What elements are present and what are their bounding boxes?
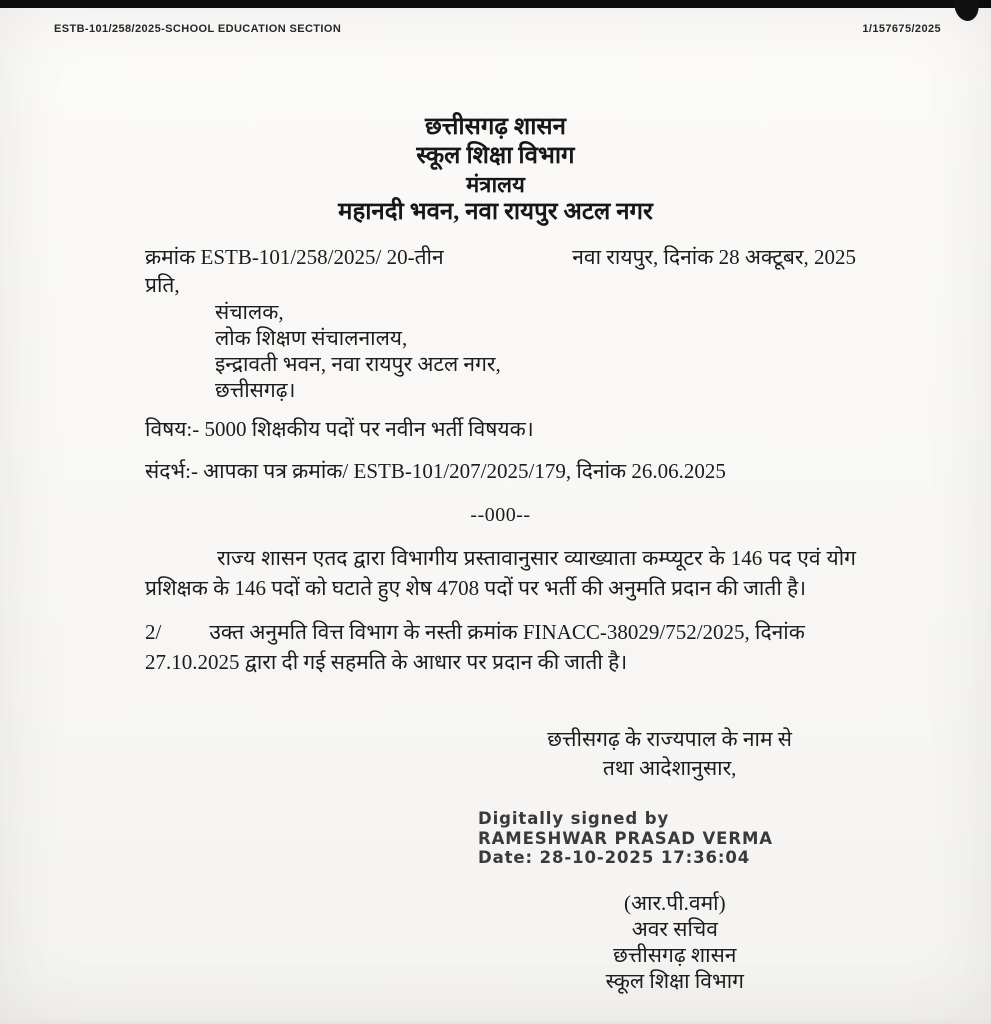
letterhead-department: स्कूल शिक्षा विभाग bbox=[416, 143, 575, 169]
place-and-date: नवा रायपुर, दिनांक 28 अक्टूबर, 2025 bbox=[572, 245, 856, 269]
letterhead-ministry: मंत्रालय bbox=[466, 172, 525, 197]
letter-body bbox=[0, 243, 991, 994]
body-paragraph-1: राज्य शासन एतद द्वारा विभागीय प्रस्तावानुसार व्याख्याता कम्प्यूटर के 146 पद एवं योग प्रशिक्षक के 146 पदों को घटाते हुए शेष 4708 पदों पर भर्ती की अनुमति प्रदान की जाती है। bbox=[145, 546, 856, 600]
separator: --000-- bbox=[470, 504, 531, 526]
file-number-right: 1/157675/2025 bbox=[862, 23, 941, 35]
addressee-line: संचालक, bbox=[215, 300, 284, 324]
signatory-org-2: स्कूल शिक्षा विभाग bbox=[605, 968, 744, 993]
letterhead-government: छत्तीसगढ़ शासन bbox=[425, 114, 566, 140]
body-paragraph-2-text: उक्त अनुमति वित्त विभाग के नस्ती क्रमांक FINACC-38029/752/2025, दिनांक 27.10.2025 द्वारा दी गई सहमति के आधार पर प्रदान की जाती है। bbox=[145, 620, 805, 674]
signatory-designation: अवर सचिव bbox=[631, 916, 718, 941]
reference-line: संदर्भ:- आपका पत्र क्रमांक/ ESTB-101/207/2025/179, दिनांक 26.06.2025 bbox=[145, 459, 726, 483]
file-header bbox=[0, 8, 991, 35]
addressee-line: छत्तीसगढ़। bbox=[215, 378, 296, 402]
salutation: प्रति, bbox=[145, 273, 180, 297]
signatory-name: (आर.पी.वर्मा) bbox=[624, 890, 726, 915]
digital-signature-line-1: Digitally signed by bbox=[478, 809, 670, 828]
closing-line-1: छत्तीसगढ़ के राज्यपाल के नाम से bbox=[547, 727, 792, 751]
reference-row bbox=[145, 243, 856, 271]
signatory-org-1: छत्तीसगढ़ शासन bbox=[613, 942, 737, 967]
letter-number: क्रमांक ESTB-101/258/2025/ 20-तीन bbox=[145, 245, 444, 269]
digital-signature-line-2: RAMESHWAR PRASAD VERMA bbox=[478, 828, 773, 848]
signatory-block bbox=[606, 890, 744, 994]
digital-signature-line-3: Date: 28-10-2025 17:36:04 bbox=[478, 848, 751, 867]
addressee-line: लोक शिक्षण संचालनालय, bbox=[215, 326, 408, 350]
body-paragraph-2 bbox=[145, 617, 856, 677]
letterhead bbox=[0, 113, 991, 226]
paragraph-number: 2/ bbox=[145, 620, 162, 644]
digital-signature-block bbox=[478, 809, 773, 868]
scan-top-edge bbox=[0, 0, 991, 8]
closing-block bbox=[547, 725, 792, 783]
closing-line-2: तथा आदेशानुसार, bbox=[602, 756, 737, 780]
letterhead-address: महानदी भवन, नवा रायपुर अटल नगर bbox=[338, 199, 653, 225]
file-number-left: ESTB-101/258/2025-SCHOOL EDUCATION SECTION bbox=[54, 23, 342, 35]
addressee-line: इन्द्रावती भवन, नवा रायपुर अटल नगर, bbox=[215, 352, 501, 376]
subject-line: विषय:- 5000 शिक्षकीय पदों पर नवीन भर्ती विषयक। bbox=[145, 417, 534, 441]
addressee-block bbox=[215, 299, 856, 403]
